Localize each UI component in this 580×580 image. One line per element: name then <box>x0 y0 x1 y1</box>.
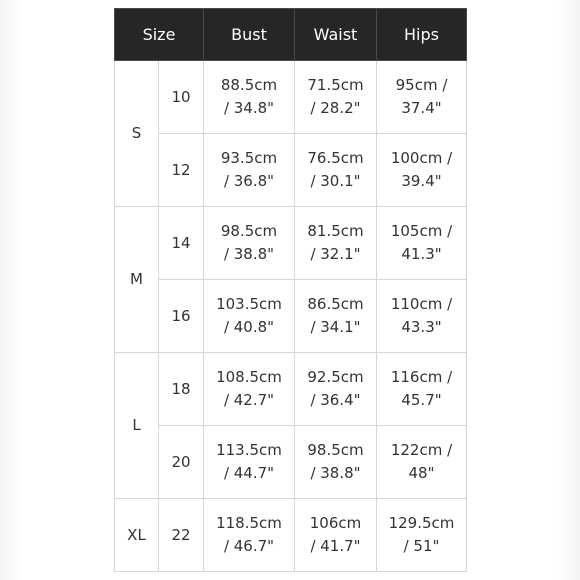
size-group-label: L <box>115 353 159 499</box>
cm-value: 98.5cm <box>307 441 364 459</box>
cm-value: 108.5cm <box>216 368 282 386</box>
hips-cell <box>377 207 467 280</box>
cm-value: 118.5cm <box>216 514 282 532</box>
hips-cell <box>377 353 467 426</box>
inch-value: / 46.7" <box>223 537 275 555</box>
table-row <box>115 426 467 499</box>
size-group-label: S <box>115 61 159 207</box>
hips-cell <box>377 280 467 353</box>
inch-value: / 34.8" <box>223 99 275 117</box>
inch-value: 41.3" <box>401 245 442 263</box>
inch-value: / 44.7" <box>223 464 275 482</box>
header-bust: Bust <box>204 9 295 61</box>
inch-value: / 30.1" <box>310 172 361 190</box>
table-row <box>115 499 467 572</box>
waist-cell <box>295 207 377 280</box>
hips-cell <box>377 61 467 134</box>
header-size: Size <box>115 9 204 61</box>
inch-value: / 38.8" <box>223 245 275 263</box>
left-edge-shadow <box>0 0 24 580</box>
size-number: 14 <box>159 207 204 280</box>
inch-value: 37.4" <box>401 99 442 117</box>
cm-value: 95cm / <box>395 76 448 94</box>
header-row <box>115 9 467 61</box>
size-group-label: M <box>115 207 159 353</box>
waist-cell <box>295 499 377 572</box>
cm-value: 92.5cm <box>307 368 364 386</box>
cm-value: 103.5cm <box>216 295 282 313</box>
cm-value: 98.5cm <box>220 222 278 240</box>
cm-value: 81.5cm <box>307 222 364 240</box>
bust-cell <box>204 61 295 134</box>
size-number: 12 <box>159 134 204 207</box>
inch-value: / 40.8" <box>223 318 275 336</box>
cm-value: 110cm / <box>390 295 453 313</box>
cm-value: 100cm / <box>390 149 453 167</box>
table-row <box>115 353 467 426</box>
waist-cell <box>295 134 377 207</box>
inch-value: / 28.2" <box>310 99 361 117</box>
cm-value: 86.5cm <box>307 295 364 313</box>
bust-cell <box>204 134 295 207</box>
bust-cell <box>204 426 295 499</box>
size-chart-table <box>114 8 467 572</box>
inch-value: 48" <box>408 464 435 482</box>
size-number: 10 <box>159 61 204 134</box>
inch-value: / 41.7" <box>310 537 361 555</box>
table-row <box>115 207 467 280</box>
waist-cell <box>295 426 377 499</box>
cm-value: 106cm <box>309 514 362 532</box>
cm-value: 76.5cm <box>307 149 364 167</box>
cm-value: 129.5cm <box>388 514 455 532</box>
table-row <box>115 61 467 134</box>
table-row <box>115 134 467 207</box>
waist-cell <box>295 353 377 426</box>
cm-value: 113.5cm <box>216 441 282 459</box>
bust-cell <box>204 499 295 572</box>
inch-value: 43.3" <box>401 318 442 336</box>
header-waist: Waist <box>295 9 377 61</box>
size-number: 18 <box>159 353 204 426</box>
size-number: 16 <box>159 280 204 353</box>
cm-value: 88.5cm <box>220 76 278 94</box>
inch-value: / 38.8" <box>310 464 361 482</box>
inch-value: 45.7" <box>401 391 442 409</box>
size-number: 22 <box>159 499 204 572</box>
inch-value: / 36.4" <box>310 391 361 409</box>
inch-value: / 34.1" <box>310 318 361 336</box>
table-row <box>115 280 467 353</box>
waist-cell <box>295 61 377 134</box>
inch-value: / 36.8" <box>223 172 275 190</box>
inch-value: / 32.1" <box>310 245 361 263</box>
waist-cell <box>295 280 377 353</box>
bust-cell <box>204 353 295 426</box>
cm-value: 116cm / <box>390 368 453 386</box>
hips-cell <box>377 426 467 499</box>
bust-cell <box>204 207 295 280</box>
size-group-label: XL <box>115 499 159 572</box>
inch-value: / 51" <box>403 537 440 555</box>
hips-cell <box>377 134 467 207</box>
inch-value: 39.4" <box>401 172 442 190</box>
cm-value: 122cm / <box>390 441 453 459</box>
hips-cell <box>377 499 467 572</box>
right-edge-shadow <box>556 0 580 580</box>
cm-value: 93.5cm <box>220 149 278 167</box>
bust-cell <box>204 280 295 353</box>
size-number: 20 <box>159 426 204 499</box>
inch-value: / 42.7" <box>223 391 275 409</box>
cm-value: 71.5cm <box>307 76 364 94</box>
cm-value: 105cm / <box>390 222 453 240</box>
header-hips: Hips <box>377 9 467 61</box>
